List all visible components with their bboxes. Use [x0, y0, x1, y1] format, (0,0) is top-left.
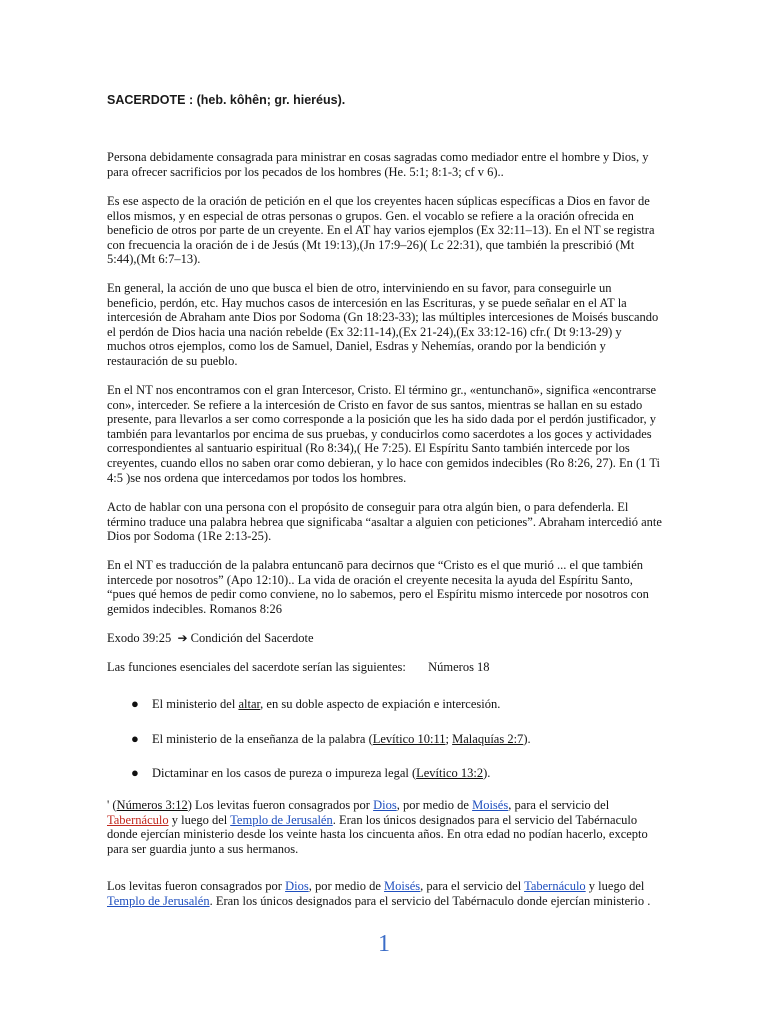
templo-jerusalen-link[interactable]: Templo de Jerusalén — [230, 812, 333, 827]
text-run: , para el servicio del — [508, 798, 610, 812]
text-run: , por medio de — [308, 879, 385, 893]
numeros-3-12-link[interactable]: Números 3:12 — [116, 798, 188, 812]
malaquias-2-7-link[interactable]: Malaquías 2:7 — [452, 732, 524, 746]
funciones-intro: Las funciones esenciales del sacerdote serían las siguientes: — [107, 660, 406, 674]
text-run: ' ( — [107, 798, 117, 812]
levitico-10-11-link[interactable]: Levítico 10:11 — [372, 732, 446, 746]
bullet-dot-icon: ● — [131, 731, 139, 746]
list-item-text: ). — [483, 766, 491, 780]
exodo-reference: Exodo 39:25 — [107, 631, 172, 645]
list-item — [152, 697, 500, 712]
funciones-reference: Números 18 — [428, 660, 490, 674]
text-run: y luego del — [168, 812, 231, 827]
text-run: Los levitas fueron consagrados por — [107, 879, 286, 893]
list-item-text: El ministerio de la enseñanza de la palabra ( — [152, 732, 373, 746]
funciones-line — [107, 660, 663, 675]
tabernaculo-link[interactable]: Tabernáculo — [524, 879, 586, 893]
paragraph-acto-hablar: Acto de hablar con una persona con el propósito de conseguir para otra algún bien, o para defenderla. El término traduce una palabra hebrea que significaba “asaltar a alguien con peticiones”. Abraham intercedió ante Dios por Sodoma (1Re 2:13-25). — [107, 500, 662, 544]
arrow-right-icon: ➔ — [177, 631, 188, 645]
dios-link[interactable]: Dios — [285, 879, 309, 893]
bullet-dot-icon: ● — [131, 765, 139, 780]
text-run: , para el servicio del — [420, 879, 525, 893]
paragraph-peticion: Es ese aspecto de la oración de petición en el que los creyentes hacen súplicas específicas a Dios en favor de ellos mismos, y en especial de otras personas o grupos. Gen. el vocablo se refiere a la oración ofrecida en beneficio de otros por parte de un creyente. En el AT hay varios ejemplos (Ex 32:11–13). En el NT se registra con frecuencia la oración de i de Jesús (Mt 19:13),(Jn 17:9–26)( Lc 22:31), que también la prescribió (Mt 5:44),(Mt 6:7–13). — [107, 194, 655, 267]
list-item-text: , en su doble aspecto de expiación e intercesión. — [260, 697, 501, 711]
text-run: . Eran los únicos designados para el servicio del Tabérnaculo donde ejercían ministerio desde los veinte hasta los cincuenta años. En otra edad no podían hacerlo, excepto para ser guardia junto a sus hermanos. — [107, 812, 648, 856]
list-item — [152, 732, 531, 747]
paragraph-intercesion-nt: En el NT nos encontramos con el gran Intercesor, Cristo. El término gr., «entunchanō», significa «encontrarse con», interceder. Se refiere a la intercesión de Cristo en favor de sus santos, mientras se hallan en su estado presente, para llevarlos a ser como corresponde a la posición que les ha sido dada por el perdón justificador, y también para levantarlos por encima de sus pruebas, y conducirlos como sacerdotes a los goces y actividades correspondientes al santuario espiritual (Ro 8:34),( He 7:25). El Espíritu Santo también intercede por los creyentes, cuando ellos no saben orar como debieran, y lo hace con gemidos indecibles (Ro 8:26, 27). En (1 Ti 4:5 )se nos ordena que intercedamos por todos los hombres. — [107, 383, 660, 485]
list-item-text: ). — [523, 732, 531, 746]
paragraph-levitas-2 — [107, 879, 663, 908]
exodo-line — [107, 631, 663, 646]
paragraph-intercesion-at: En general, la acción de uno que busca el bien de otro, interviniendo en su favor, para conseguirle un beneficio, perdón, etc. Hay muchos casos de intercesión en las Escrituras, y se puede señalar en el AT la intercesión de Abraham ante Dios por Sodoma (Gn 18:23-33); las múltiples intercesiones de Moisés buscando el perdón de Dios hacia una nación rebelde (Ex 32:11-14),(Ex 21-24),(Ex 33:12-16) cfr.( Dt 9:13-29) y muchos otros ejemplos, como los de Samuel, Daniel, Esdras y Nehemías, orando por la bendición y restauración de su pueblo. — [107, 281, 659, 368]
page-title: SACERDOTE : (heb. kôhên; gr. hieréus). — [107, 93, 346, 107]
levitico-13-2-link[interactable]: Levítico 13:2 — [416, 766, 484, 780]
text-run: . Eran los únicos designados para el servicio del Tabérnaculo donde ejercían ministerio . — [209, 893, 651, 908]
page-number: 1 — [378, 931, 390, 957]
text-run: ) Los levitas fueron consagrados por — [187, 798, 374, 812]
templo-jerusalen-link[interactable]: Templo de Jerusalén — [107, 893, 210, 908]
list-item-text: ; — [445, 732, 453, 746]
list-item-text: El ministerio del — [152, 697, 239, 711]
altar-link[interactable]: altar — [238, 697, 261, 711]
list-item-text: Dictaminar en los casos de pureza o impureza legal ( — [152, 766, 417, 780]
moises-link[interactable]: Moisés — [472, 798, 509, 812]
tabernaculo-link[interactable]: Tabernáculo — [107, 812, 169, 827]
paragraph-definition: Persona debidamente consagrada para ministrar en cosas sagradas como mediador entre el hombre y Dios, y para ofrecer sacrificios por los pecados de los hombres (He. 5:1; 8:1-3; cf v 6).. — [107, 150, 649, 179]
paragraph-entuncano: En el NT es traducción de la palabra entuncanō para decirnos que “Cristo es el que murió ... el que también intercede por nosotros” (Apo 12:10).. La vida de oración el creyente necesita la ayuda del Espíritu Santo, “pues qué hemos de pedir como conviene, no lo sabemos, pero el Espíritu mismo intercede por nosotros con gemidos indecibles. Romanos 8:26 — [107, 558, 649, 616]
text-run: y luego del — [585, 879, 645, 893]
exodo-label: Condición del Sacerdote — [190, 631, 314, 645]
dios-link[interactable]: Dios — [373, 798, 397, 812]
paragraph-levitas-1 — [107, 798, 663, 856]
moises-link[interactable]: Moisés — [384, 879, 421, 893]
text-run: , por medio de — [396, 798, 473, 812]
bullet-dot-icon: ● — [131, 696, 139, 711]
list-item — [152, 766, 490, 781]
